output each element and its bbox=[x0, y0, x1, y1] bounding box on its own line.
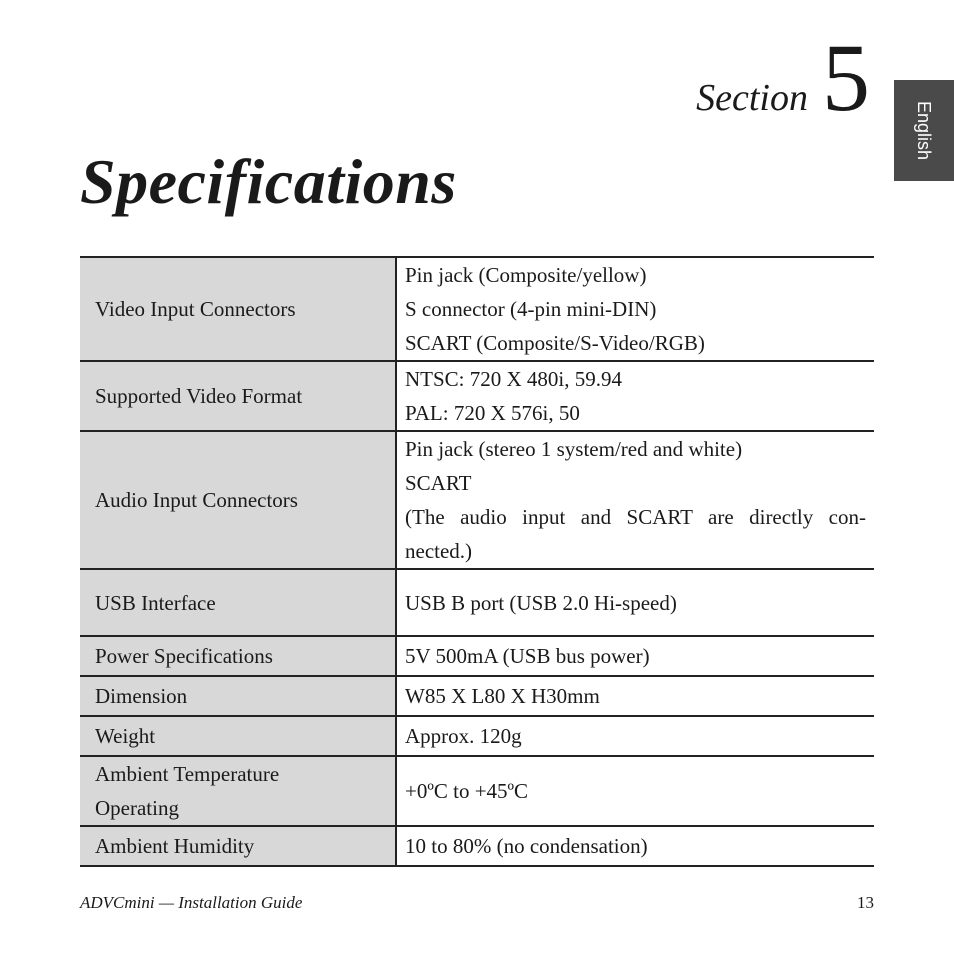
spec-label-line: Power Specifications bbox=[95, 644, 273, 668]
section-label: Section bbox=[696, 77, 808, 119]
table-row bbox=[80, 431, 874, 569]
section-number: 5 bbox=[822, 24, 870, 131]
section-heading bbox=[696, 24, 870, 131]
spec-label-line: Dimension bbox=[95, 684, 188, 708]
spec-value bbox=[396, 716, 874, 756]
spec-label bbox=[80, 636, 396, 676]
table-row bbox=[80, 636, 874, 676]
spec-value bbox=[396, 636, 874, 676]
spec-value bbox=[396, 431, 874, 569]
spec-value-line: 5V 500mA (USB bus power) bbox=[405, 644, 650, 668]
spec-value-line: Pin jack (stereo 1 system/red and white) bbox=[405, 437, 743, 461]
spec-value-line: SCART bbox=[405, 471, 472, 495]
spec-value bbox=[396, 569, 874, 636]
spec-label bbox=[80, 826, 396, 866]
spec-label-line: Ambient Temperature bbox=[95, 762, 280, 786]
table-row bbox=[80, 676, 874, 716]
spec-label-line: Weight bbox=[95, 724, 156, 748]
spec-value bbox=[396, 756, 874, 826]
spec-value-line: 10 to 80% (no condensation) bbox=[405, 834, 648, 858]
spec-label bbox=[80, 431, 396, 569]
spec-value bbox=[396, 676, 874, 716]
spec-value-line: +0ºC to +45ºC bbox=[405, 779, 529, 803]
table-row bbox=[80, 826, 874, 866]
page-title: Specifications bbox=[80, 146, 457, 217]
table-row bbox=[80, 569, 874, 636]
spec-value bbox=[396, 826, 874, 866]
language-tab-label: English bbox=[914, 100, 935, 161]
spec-value-line: (The audio input and SCART are directly con- bbox=[405, 505, 866, 529]
spec-label-line: Operating bbox=[95, 796, 179, 820]
spec-label bbox=[80, 716, 396, 756]
spec-value bbox=[396, 257, 874, 361]
spec-value-line: NTSC: 720 X 480i, 59.94 bbox=[405, 367, 623, 391]
spec-value-line: W85 X L80 X H30mm bbox=[405, 684, 600, 708]
spec-value-line: Approx. 120g bbox=[405, 724, 522, 748]
spec-label-line: Ambient Humidity bbox=[95, 834, 255, 858]
footer-doc-title: ADVCmini — Installation Guide bbox=[80, 893, 303, 912]
spec-label bbox=[80, 569, 396, 636]
table-row bbox=[80, 716, 874, 756]
spec-label-line: Audio Input Connectors bbox=[95, 488, 298, 512]
spec-value-line: Pin jack (Composite/yellow) bbox=[405, 263, 647, 287]
language-tab bbox=[894, 80, 954, 181]
spec-label-line: Supported Video Format bbox=[95, 384, 303, 408]
spec-value-line: SCART (Composite/S-Video/RGB) bbox=[405, 331, 705, 355]
spec-label bbox=[80, 676, 396, 716]
spec-value-line: USB B port (USB 2.0 Hi-speed) bbox=[405, 590, 677, 615]
page-number: 13 bbox=[857, 893, 874, 912]
spec-value-line: S connector (4-pin mini-DIN) bbox=[405, 297, 657, 321]
table-row bbox=[80, 257, 874, 361]
spec-value bbox=[396, 361, 874, 431]
spec-value-line: nected.) bbox=[405, 539, 473, 563]
spec-label bbox=[80, 756, 396, 826]
spec-label bbox=[80, 361, 396, 431]
specifications-table bbox=[80, 256, 874, 867]
spec-label-line: Video Input Connectors bbox=[95, 297, 296, 321]
table-row bbox=[80, 756, 874, 826]
spec-value-line: PAL: 720 X 576i, 50 bbox=[405, 401, 580, 425]
spec-label bbox=[80, 257, 396, 361]
table-row bbox=[80, 361, 874, 431]
spec-label-line: USB Interface bbox=[95, 590, 216, 615]
